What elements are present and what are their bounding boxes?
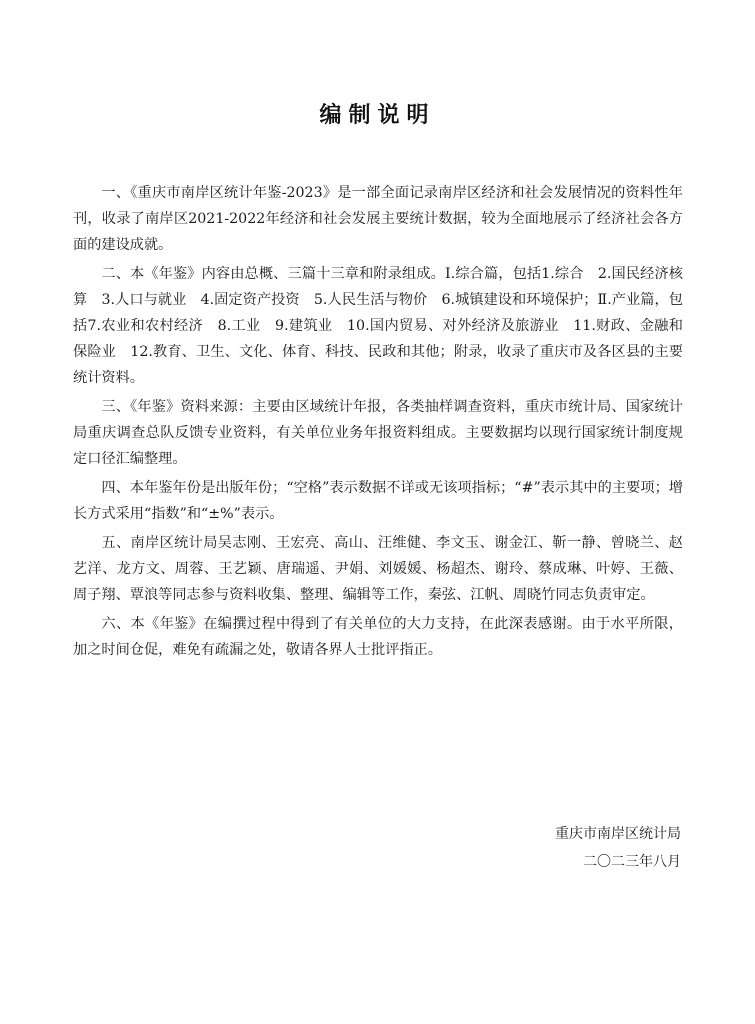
paragraph-3: 三、《年鉴》资料来源：主要由区域统计年报，各类抽样调查资料，重庆市统计局、国家统计局重庆调查总队反馈专业资料，有关单位业务年报资料组成。主要数据均以现行国家统计制度规定口径汇编整理。 <box>73 399 683 467</box>
document-body <box>73 180 683 666</box>
paragraph-1: 一、《重庆市南岸区统计年鉴-2023》是一部全面记录南岸区经济和社会发展情况的资料性年刊，收录了南岸区2021-2022年经济和社会发展主要统计数据，较为全面地展示了经济社会各方面的建设成就。 <box>73 185 683 253</box>
signature-date: 二〇二三年八月 <box>583 854 681 870</box>
paragraph-6: 六、本《年鉴》在编撰过程中得到了有关单位的大力支持，在此深表感谢。由于水平所限，加之时间仓促，难免有疏漏之处，敬请各界人士批评指正。 <box>73 616 683 658</box>
paragraph-2: 二、本《年鉴》内容由总概、三篇十三章和附录组成。Ⅰ.综合篇，包括1.综合 2.国民经济核算 3.人口与就业 4.固定资产投资 5.人民生活与物价 6.城镇建设和环境保护；Ⅱ.产业篇，包括7.农业和农村经济 8.工业 9.建筑业 10.国内贸易、对外经济及旅游业 11.财政、金融和保险业 12.教育、卫生、文化、体育、科技、民政和其他；附录，收录了重庆市及各区县的主要统计资料。 <box>73 266 683 386</box>
page-title: 编制说明 <box>319 103 436 128</box>
signature-block <box>555 820 681 876</box>
paragraph-5: 五、南岸区统计局吴志刚、王宏亮、高山、汪维健、李文玉、谢金江、靳一静、曾晓兰、赵艺洋、龙方文、周蓉、王艺颖、唐瑞遥、尹娟、刘媛媛、杨超杰、谢玲、蔡成琳、叶婷、王薇、周子翔、覃浪等同志参与资料收集、整理、编辑等工作，秦弦、江帆、周晓竹同志负责审定。 <box>73 535 683 603</box>
signature-organization: 重庆市南岸区统计局 <box>555 826 681 842</box>
paragraph-4: 四、本年鉴年份是出版年份；“空格”表示数据不详或无该项指标；“#”表示其中的主要项；增长方式采用“指数”和“±%”表示。 <box>73 480 683 522</box>
